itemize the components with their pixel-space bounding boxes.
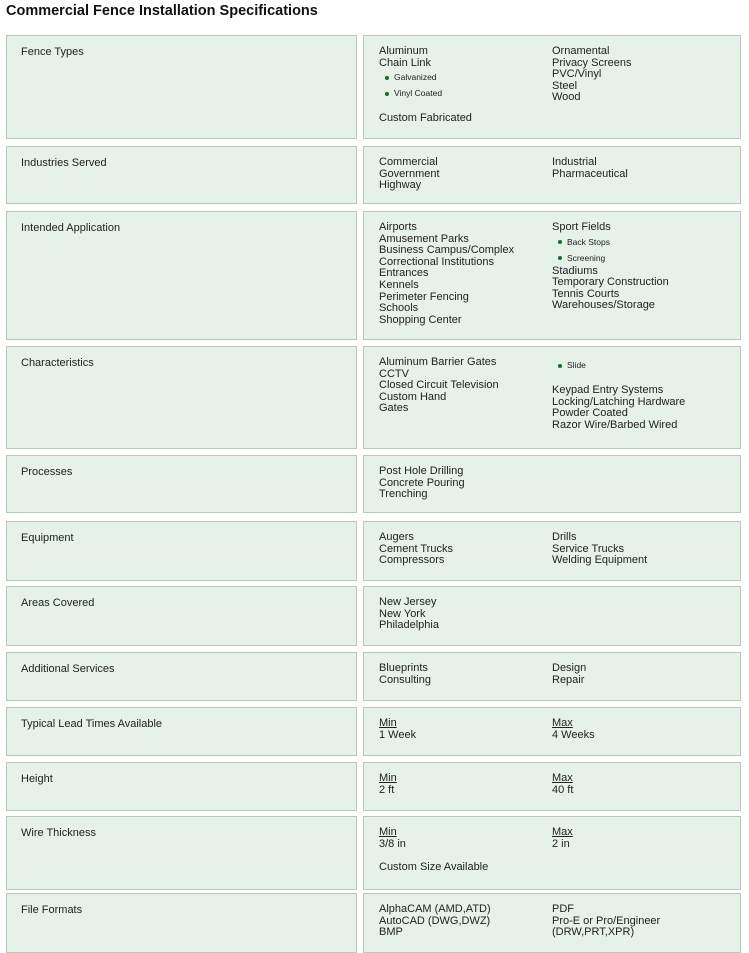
value-item: Welding Equipment	[552, 554, 648, 567]
spec-row	[0, 146, 749, 204]
value-column-a	[379, 357, 499, 415]
sub-item-text: Screening	[567, 252, 606, 263]
value-item: Kennels	[379, 278, 419, 291]
spec-value-cell	[363, 816, 741, 890]
spec-value-cell	[363, 455, 741, 513]
value-column-a	[379, 46, 472, 125]
spec-row	[0, 816, 749, 890]
spec-row	[0, 652, 749, 701]
spec-row	[0, 35, 749, 139]
value-item: Tennis Courts	[552, 287, 620, 300]
spec-row	[0, 762, 749, 811]
value-item: PVC/Vinyl	[552, 68, 602, 81]
min-label: Min	[379, 717, 397, 729]
value-item: Cement Trucks	[379, 542, 453, 555]
value-item: Sport Fields	[552, 221, 611, 233]
bullet-icon	[558, 256, 562, 260]
spec-label-cell	[6, 146, 357, 204]
value-column-a	[379, 157, 440, 192]
value-column-b	[552, 827, 573, 850]
value-column-a	[379, 466, 465, 501]
spec-label-cell	[6, 211, 357, 340]
sub-item-text: Back Stops	[567, 236, 610, 247]
max-value: 40 ft	[552, 783, 574, 796]
spec-label: Characteristics	[21, 357, 94, 369]
sub-item-text: Vinyl Coated	[394, 88, 443, 99]
value-item: Post Hole Drilling	[379, 465, 464, 477]
spec-row	[0, 455, 749, 513]
value-item: Correctional Institutions	[379, 255, 494, 268]
value-item: Entrances	[379, 267, 429, 280]
value-column-a	[379, 773, 397, 796]
spec-row	[0, 586, 749, 646]
value-item: Keypad Entry Systems	[552, 384, 664, 396]
value-column-b	[552, 904, 660, 939]
spec-value-cell	[363, 586, 741, 646]
spec-label: Typical Lead Times Available	[21, 718, 163, 730]
value-item: Shopping Center	[379, 313, 462, 326]
min-value: 3/8 in	[379, 837, 406, 850]
sub-item	[552, 250, 669, 266]
value-item: Blueprints	[379, 662, 428, 674]
value-item: Closed Circuit Television	[379, 379, 499, 392]
value-item: BMP	[379, 926, 403, 939]
spec-row	[0, 707, 749, 756]
value-item: Custom Fabricated	[379, 112, 472, 125]
bullet-icon	[558, 240, 562, 244]
value-column-a	[379, 597, 439, 632]
value-item: CCTV	[379, 367, 409, 380]
spec-value-cell	[363, 762, 741, 811]
value-item: Industrial	[552, 156, 597, 168]
value-item: Gates	[379, 402, 409, 415]
note: Custom Size Available	[379, 861, 489, 874]
value-item: Augers	[379, 531, 414, 543]
value-column-a	[379, 663, 431, 686]
spec-label-cell	[6, 346, 357, 449]
value-item: Warehouses/Storage	[552, 299, 655, 312]
spec-label-cell	[6, 816, 357, 890]
value-column-b	[552, 532, 647, 567]
value-item: Temporary Construction	[552, 276, 669, 289]
spec-label-cell	[6, 586, 357, 646]
sub-item	[379, 85, 472, 101]
spec-value-cell	[363, 521, 741, 581]
value-item: Concrete Pouring	[379, 476, 465, 489]
value-item: Ornamental	[552, 45, 610, 57]
max-label: Max	[552, 826, 573, 838]
value-item: Custom Hand	[379, 390, 447, 403]
spec-value-cell	[363, 652, 741, 701]
value-item: Compressors	[379, 554, 445, 567]
value-item: Schools	[379, 302, 419, 315]
sub-item-text: Slide	[567, 360, 586, 370]
spec-label-cell	[6, 893, 357, 953]
spec-value-cell	[363, 146, 741, 204]
spec-value-cell	[363, 893, 741, 953]
max-value: 4 Weeks	[552, 728, 595, 741]
value-item: Highway	[379, 179, 422, 192]
spec-label: File Formats	[21, 904, 83, 916]
max-label: Max	[552, 772, 573, 784]
spec-label-cell	[6, 652, 357, 701]
max-label: Max	[552, 717, 573, 729]
value-item: Razor Wire/Barbed Wired	[552, 418, 678, 431]
spec-row	[0, 893, 749, 953]
value-column-b	[552, 357, 685, 431]
value-column-a	[379, 827, 488, 874]
bullet-icon	[558, 364, 562, 368]
value-item: Wood	[552, 91, 581, 104]
value-column-a	[379, 904, 491, 939]
value-item: Consulting	[379, 673, 431, 686]
spec-row	[0, 521, 749, 581]
value-item: Service Trucks	[552, 542, 625, 555]
value-item: AutoCAD (DWG,DWZ)	[379, 914, 491, 927]
spec-value-cell	[363, 707, 741, 756]
value-item: (DRW,PRT,XPR)	[552, 926, 635, 939]
value-item: Privacy Screens	[552, 56, 632, 69]
value-column-a	[379, 532, 453, 567]
bullet-icon	[385, 76, 389, 80]
sub-item	[552, 357, 685, 373]
spec-label-cell	[6, 35, 357, 139]
spec-value-cell	[363, 35, 741, 139]
value-item: Trenching	[379, 488, 428, 501]
spec-label: Wire Thickness	[21, 827, 96, 839]
spec-label: Fence Types	[21, 46, 84, 58]
spec-row	[0, 211, 749, 340]
sub-item	[379, 69, 472, 85]
spec-label: Height	[21, 773, 53, 785]
min-label: Min	[379, 772, 397, 784]
value-item: Philadelphia	[379, 619, 439, 632]
value-column-b	[552, 157, 628, 180]
spec-label: Industries Served	[21, 157, 107, 169]
value-column-a	[379, 222, 514, 326]
page-title: Commercial Fence Installation Specifications	[6, 3, 318, 19]
spec-label: Areas Covered	[21, 597, 95, 609]
spec-label: Processes	[21, 466, 73, 478]
value-item: Aluminum Barrier Gates	[379, 356, 497, 368]
spec-row	[0, 346, 749, 449]
value-item: Powder Coated	[552, 407, 628, 420]
value-item: Perimeter Fencing	[379, 290, 469, 303]
value-item: Steel	[552, 79, 578, 92]
value-item: New York	[379, 607, 426, 620]
value-item: Pharmaceutical	[552, 167, 628, 180]
spec-label-cell	[6, 521, 357, 581]
value-item: Locking/Latching Hardware	[552, 395, 686, 408]
spec-value-cell	[363, 346, 741, 449]
value-column-a	[379, 718, 416, 741]
min-value: 1 Week	[379, 728, 417, 741]
value-item: New Jersey	[379, 596, 437, 608]
spec-label-cell	[6, 455, 357, 513]
value-column-b	[552, 773, 573, 796]
value-item: Repair	[552, 673, 585, 686]
spec-label-cell	[6, 707, 357, 756]
value-item: Amusement Parks	[379, 232, 469, 245]
spec-label: Equipment	[21, 532, 74, 544]
min-value: 2 ft	[379, 783, 395, 796]
value-item: Stadiums	[552, 264, 598, 277]
value-column-b	[552, 222, 669, 312]
value-item: Drills	[552, 531, 577, 543]
min-label: Min	[379, 826, 397, 838]
value-column-b	[552, 663, 586, 686]
spec-label: Additional Services	[21, 663, 115, 675]
value-item: Chain Link	[379, 56, 431, 69]
bullet-icon	[385, 92, 389, 96]
spec-value-cell	[363, 211, 741, 340]
value-item: AlphaCAM (AMD,ATD)	[379, 903, 491, 915]
value-item: Business Campus/Complex	[379, 244, 515, 257]
spec-label-cell	[6, 762, 357, 811]
max-value: 2 in	[552, 837, 570, 850]
value-column-b	[552, 46, 631, 104]
value-item: Design	[552, 662, 587, 674]
sub-item-text: Galvanized	[394, 72, 437, 83]
value-column-b	[552, 718, 595, 741]
value-item: Commercial	[379, 156, 438, 168]
sub-item	[552, 234, 669, 250]
value-item: Government	[379, 167, 440, 180]
value-item: Pro-E or Pro/Engineer	[552, 914, 661, 927]
value-item: Airports	[379, 221, 417, 233]
value-item: Aluminum	[379, 45, 428, 57]
value-item: PDF	[552, 903, 574, 915]
spec-label: Intended Application	[21, 222, 121, 234]
